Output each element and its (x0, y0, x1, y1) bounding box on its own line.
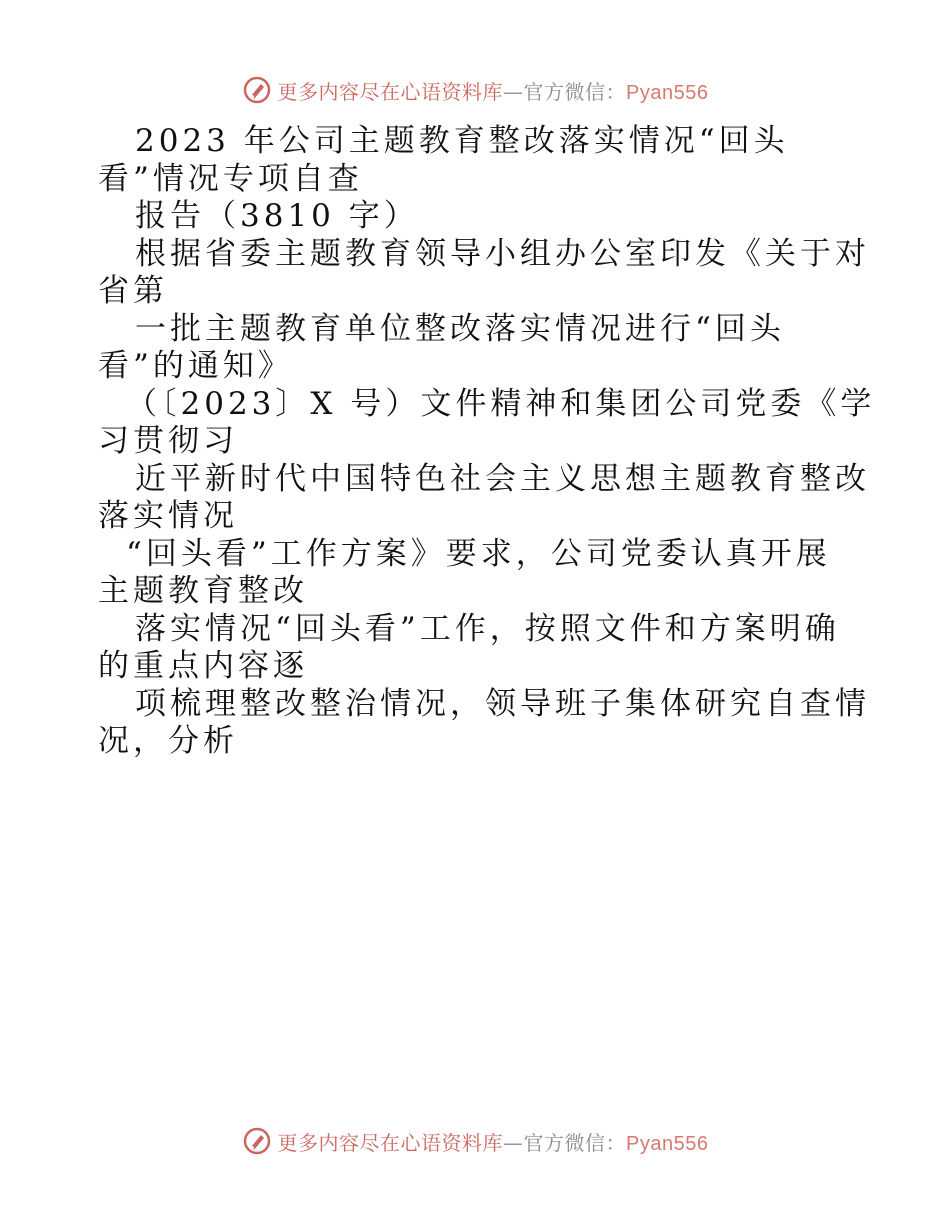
doc-line: 省第 (98, 273, 168, 309)
banner-wechat-label: 官方微信： (523, 1130, 627, 1155)
header-watermark-banner (0, 70, 950, 110)
banner-text (278, 1127, 709, 1156)
pen-logo-icon (242, 75, 272, 105)
banner-text (278, 76, 709, 105)
doc-line: 落实情况“回头看”工作，按照文件和方案明确 (135, 610, 840, 647)
doc-line: 的重点内容逐 (98, 648, 308, 684)
doc-line: （〔2023〕X 号）文件精神和集团公司党委《学 (126, 385, 876, 422)
doc-line: 近平新时代中国特色社会主义思想主题教育整改 (135, 460, 870, 497)
doc-line: 主题教育整改 (98, 573, 308, 609)
banner-slogan: 更多内容尽在心语资料库 (277, 1130, 504, 1155)
pen-logo-icon (242, 1126, 272, 1156)
doc-line: 习贯彻习 (98, 423, 238, 459)
banner-separator: — (503, 1130, 524, 1155)
doc-line: 一批主题教育单位整改落实情况进行“回头 (135, 310, 785, 347)
doc-line: 2023 年公司主题教育整改落实情况“回头 (135, 123, 789, 159)
banner-wechat-id: Pyan556 (626, 1132, 709, 1155)
footer-watermark-banner (0, 1121, 950, 1161)
doc-line: 看”的通知》 (98, 348, 293, 384)
doc-line: 项梳理整改整治情况，领导班子集体研究自查情 (135, 685, 870, 722)
banner-wechat-label: 官方微信： (523, 79, 627, 104)
document-body (98, 123, 876, 761)
doc-line: 根据省委主题教育领导小组办公室印发《关于对 (135, 235, 870, 272)
doc-line: 报告（3810 字） (135, 198, 419, 234)
doc-line: 况，分析 (98, 723, 238, 759)
banner-wechat-id: Pyan556 (626, 81, 709, 104)
doc-line: 落实情况 (98, 498, 238, 534)
banner-separator: — (503, 79, 524, 104)
doc-line: 看”情况专项自查 (98, 160, 363, 197)
doc-line: “回头看”工作方案》要求，公司党委认真开展 (126, 535, 831, 572)
banner-slogan: 更多内容尽在心语资料库 (277, 79, 504, 104)
